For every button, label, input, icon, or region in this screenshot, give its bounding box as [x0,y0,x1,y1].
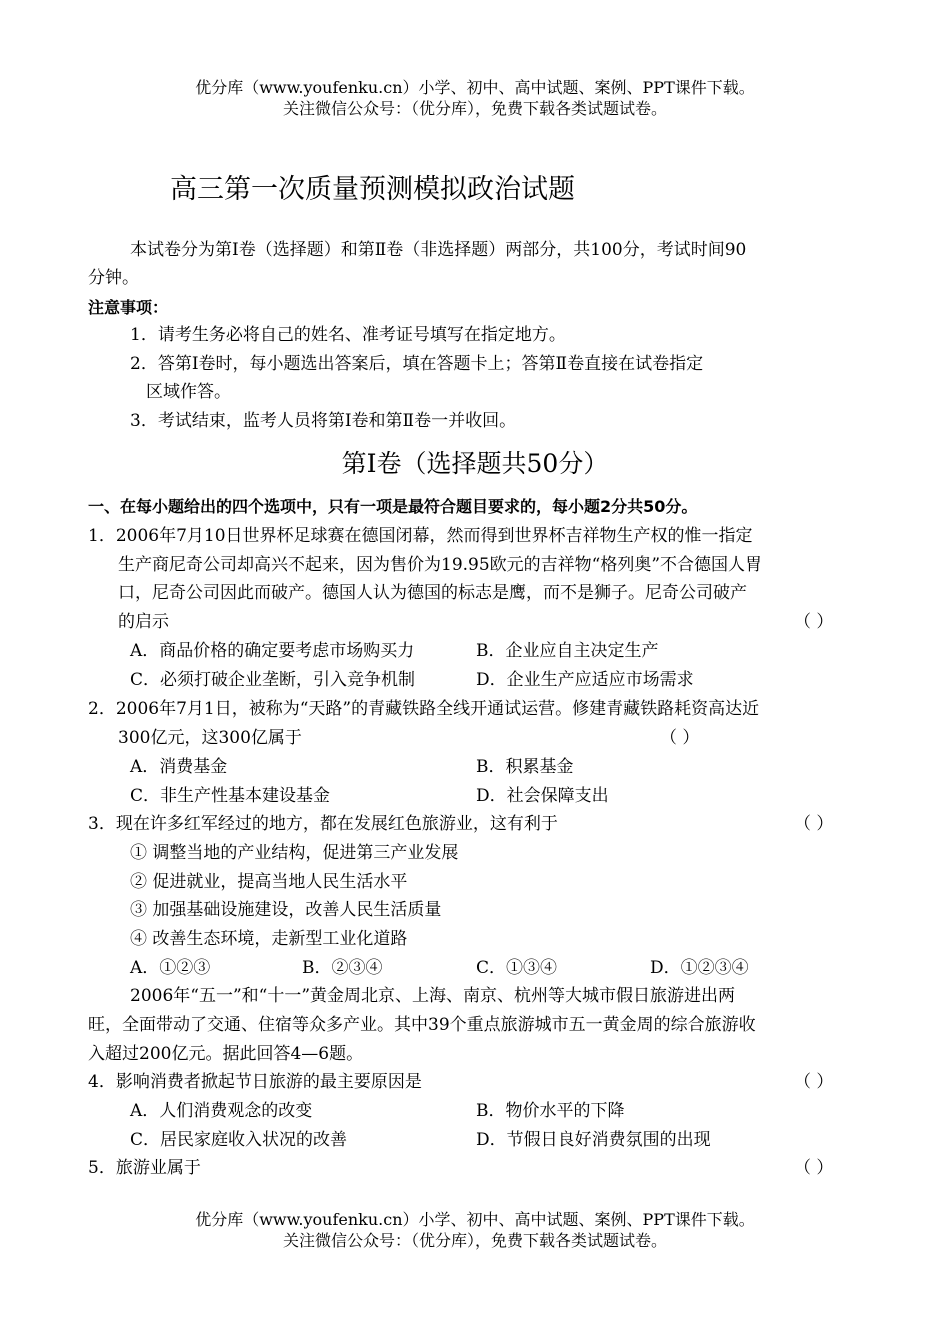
q1-line-4: 的启示 [118,612,169,632]
q2-option-b: B．积累基金 [476,757,574,777]
q1-line-3: 口，尼奇公司因此而破产。德国人认为德国的标志是鹰，而不是狮子。尼奇公司破产 [118,583,747,603]
q4-option-c: C．居民家庭收入状况的改善 [130,1130,348,1150]
notice-item-2: 2．答第Ⅰ卷时，每小题选出答案后，填在答题卡上；答第Ⅱ卷直接在试卷指定 [130,354,704,374]
q3-option-a: A．①②③ [130,958,211,978]
q2-line-1: 2．2006年7月1日，被称为“天路”的青藏铁路全线开通试运营。修建青藏铁路耗资高达近 [88,699,760,719]
q3-statement-4: ④ 改善生态环境，走新型工业化道路 [130,929,408,949]
q1-option-d: D．企业生产应适应市场需求 [476,670,694,690]
notice-item-3: 3．考试结束，监考人员将第Ⅰ卷和第Ⅱ卷一并收回。 [130,411,517,431]
material-line-1: 2006年“五一”和“十一”黄金周北京、上海、南京、杭州等大城市假日旅游进出两 [130,986,736,1006]
q3-statement-3: ③ 加强基础设施建设，改善人民生活质量 [130,900,442,920]
q1-option-a: A．商品价格的确定要考虑市场购买力 [130,641,415,661]
q3-option-d: D．①②③④ [650,958,749,978]
q2-option-c: C．非生产性基本建设基金 [130,786,331,806]
q3-option-b: B．②③④ [302,958,383,978]
q3-option-c: C．①③④ [476,958,558,978]
q2-option-a: A．消费基金 [130,757,228,777]
notice-heading: 注意事项： [88,298,169,317]
q3-statement-2: ② 促进就业，提高当地人民生活水平 [130,872,408,892]
notice-item-1: 1．请考生务必将自己的姓名、准考证号填写在指定地方。 [130,325,566,345]
q1-line-1: 1．2006年7月10日世界杯足球赛在德国闭幕，然而得到世界杯吉祥物生产权的惟一指定 [88,526,753,546]
material-line-3: 入超过200亿元。据此回答4—6题。 [88,1044,364,1064]
footer-line-2: 关注微信公众号：（优分库），免费下载各类试题试卷。 [282,1231,667,1250]
intro-line-1: 本试卷分为第Ⅰ卷（选择题）和第Ⅱ卷（非选择题）两部分，共100分，考试时间90 [130,240,747,260]
notice-item-2-cont: 区域作答。 [146,382,231,402]
section-instruction: 一、在每小题给出的四个选项中，只有一项是最符合题目要求的，每小题2分共50分。 [88,497,698,516]
q5-line-1: 5．旅游业属于 [88,1158,201,1178]
q4-option-d: D．节假日良好消费氛围的出现 [476,1130,711,1150]
header-line-2: 关注微信公众号：（优分库），免费下载各类试题试卷。 [282,99,667,118]
q1-option-b: B．企业应自主决定生产 [476,641,659,661]
q2-answer-paren: （ ） [660,728,700,748]
section-title: 第Ⅰ卷（选择题共50分） [341,449,609,478]
q3-statement-1: ① 调整当地的产业结构，促进第三产业发展 [130,843,459,863]
q2-line-2: 300亿元，这300亿属于 [118,728,302,748]
page-title: 高三第一次质量预测模拟政治试题 [170,174,575,205]
q4-answer-paren: （ ） [794,1072,834,1092]
footer-line-1: 优分库（www.youfenku.cn）小学、初中、高中试题、案例、PPT课件下载。 [195,1210,755,1229]
q4-option-b: B．物价水平的下降 [476,1101,625,1121]
q1-line-2: 生产商尼奇公司却高兴不起来，因为售价为19.95欧元的吉祥物“格列奥”不合德国人胃 [118,555,763,575]
material-line-2: 旺，全面带动了交通、住宿等众多产业。其中39个重点旅游城市五一黄金周的综合旅游收 [88,1015,756,1035]
q1-option-c: C．必须打破企业垄断，引入竞争机制 [130,670,416,690]
q5-answer-paren: （ ） [794,1158,834,1178]
intro-line-2: 分钟。 [88,268,139,288]
q3-answer-paren: （ ） [794,814,834,834]
header-line-1: 优分库（www.youfenku.cn）小学、初中、高中试题、案例、PPT课件下载。 [195,78,755,97]
q4-line-1: 4．影响消费者掀起节日旅游的最主要原因是 [88,1072,422,1092]
q1-answer-paren: （ ） [794,612,834,632]
q3-line-1: 3．现在许多红军经过的地方，都在发展红色旅游业，这有利于 [88,814,558,834]
q2-option-d: D．社会保障支出 [476,786,609,806]
q4-option-a: A．人们消费观念的改变 [130,1101,313,1121]
